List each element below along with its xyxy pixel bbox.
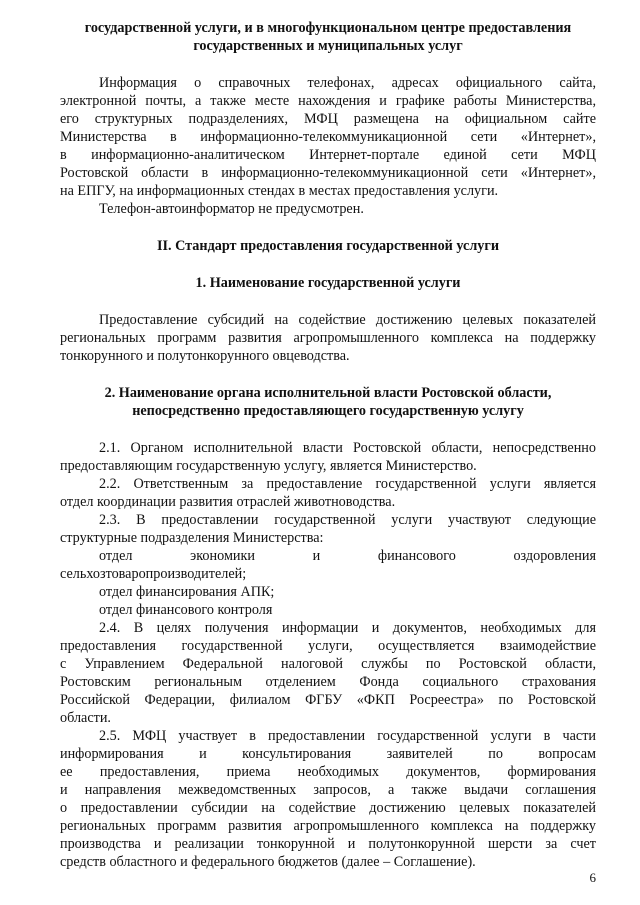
clause-2-5 bbox=[60, 727, 596, 871]
paragraph-line: производства и реализации тонкорунной и полутонкорунной шерсти за счет bbox=[60, 836, 596, 852]
paragraph-line: 2.2. Ответственным за предоставление государственной услуги является bbox=[99, 476, 596, 492]
subsection-2-title-line: 2. Наименование органа исполнительной власти Ростовской области, bbox=[104, 385, 552, 401]
paragraph-line: Российской Федерации, филиалом ФГБУ «ФКП Росреестра» по Ростовской bbox=[60, 692, 596, 708]
section-title: II. Стандарт предоставления государственной услуги bbox=[156, 238, 500, 254]
paragraph-line: 2.4. В целях получения информации и документов, необходимых для bbox=[99, 620, 596, 636]
paragraph-line: региональных программ развития агропромышленного комплекса на поддержку bbox=[60, 818, 596, 834]
subsection-1-title-block bbox=[60, 274, 596, 292]
department-item: отдел экономики и финансового оздоровления bbox=[99, 548, 596, 564]
clause-2-2 bbox=[60, 475, 596, 511]
paragraph-line: отдел координации развития отраслей животноводства. bbox=[60, 494, 396, 510]
paragraph-line: 2.1. Органом исполнительной власти Ростовской области, непосредственно bbox=[99, 440, 596, 456]
paragraph-line: предоставляющим государственную услугу, является Министерство. bbox=[60, 458, 477, 474]
departments-list bbox=[60, 547, 596, 619]
paragraph-line: предоставления государственной услуги, осуществляется взаимодействие bbox=[60, 638, 596, 654]
department-item: отдел финансирования АПК; bbox=[99, 584, 275, 600]
paragraph-line: региональных программ развития агропромышленного комплекса на поддержку bbox=[60, 330, 596, 346]
section-title-block bbox=[60, 237, 596, 255]
clause-2-1 bbox=[60, 439, 596, 475]
paragraph-line: и направления межведомственных запросов, а также выдачи соглашения bbox=[60, 782, 596, 798]
paragraph-line: Министерства в информационно-телекоммуникационной сети «Интернет», bbox=[60, 129, 596, 145]
subsection-2-title-block bbox=[60, 384, 596, 420]
heading-top bbox=[60, 19, 596, 55]
info-paragraph bbox=[60, 74, 596, 218]
paragraph-line: с Управлением Федеральной налоговой службы по Ростовской области, bbox=[60, 656, 596, 672]
paragraph-line: Ростовской области в информационно-телекоммуникационной сети «Интернет», bbox=[60, 165, 596, 181]
page-number: 6 bbox=[589, 870, 596, 885]
department-item: отдел финансового контроля bbox=[99, 602, 273, 618]
paragraph-line: 2.5. МФЦ участвует в предоставлении государственной услуги в части bbox=[99, 728, 596, 744]
paragraph-line: Ростовским региональным отделением Фонда социального страхования bbox=[60, 674, 596, 690]
phone-note: Телефон-автоинформатор не предусмотрен. bbox=[99, 201, 364, 217]
paragraph-line: тонкорунного и полутонкорунного овцеводства. bbox=[60, 348, 350, 364]
document-page bbox=[60, 19, 596, 871]
department-item: сельхозтоваропроизводителей; bbox=[60, 566, 247, 582]
subsection-1-title: 1. Наименование государственной услуги bbox=[195, 275, 461, 291]
paragraph-line: ее предоставления, приема необходимых документов, формирования bbox=[60, 764, 596, 780]
paragraph-line: Информация о справочных телефонах, адресах официального сайта, bbox=[99, 75, 596, 91]
paragraph-line: информирования и консультирования заявителей по вопросам bbox=[60, 746, 596, 762]
subsection-1-text bbox=[60, 311, 596, 365]
heading-top-line: государственных и муниципальных услуг bbox=[193, 38, 463, 54]
paragraph-line: на ЕПГУ, на информационных стендах в местах предоставления услуги. bbox=[60, 183, 499, 199]
heading-top-line: государственной услуги, и в многофункциональном центре предоставления bbox=[84, 20, 572, 36]
paragraph-line: 2.3. В предоставлении государственной услуги участвуют следующие bbox=[99, 512, 596, 528]
clause-2-3 bbox=[60, 511, 596, 547]
paragraph-line: Предоставление субсидий на содействие достижению целевых показателей bbox=[99, 312, 596, 328]
subsection-2-title-line: непосредственно предоставляющего государственную услугу bbox=[132, 403, 524, 419]
paragraph-line: в информационно-аналитическом Интернет-портале единой сети МФЦ bbox=[60, 147, 596, 163]
paragraph-line: его структурных подразделениях, МФЦ размещена на официальном сайте bbox=[60, 111, 596, 127]
paragraph-line: области. bbox=[60, 710, 111, 726]
paragraph-line: средств областного и федерального бюджетов (далее – Соглашение). bbox=[60, 854, 476, 870]
paragraph-line: структурные подразделения Министерства: bbox=[60, 530, 324, 546]
clause-2-4 bbox=[60, 619, 596, 727]
paragraph-line: о предоставлении субсидии на содействие достижению целевых показателей bbox=[60, 800, 596, 816]
paragraph-line: электронной почты, а также месте нахождения и графике работы Министерства, bbox=[60, 93, 596, 109]
